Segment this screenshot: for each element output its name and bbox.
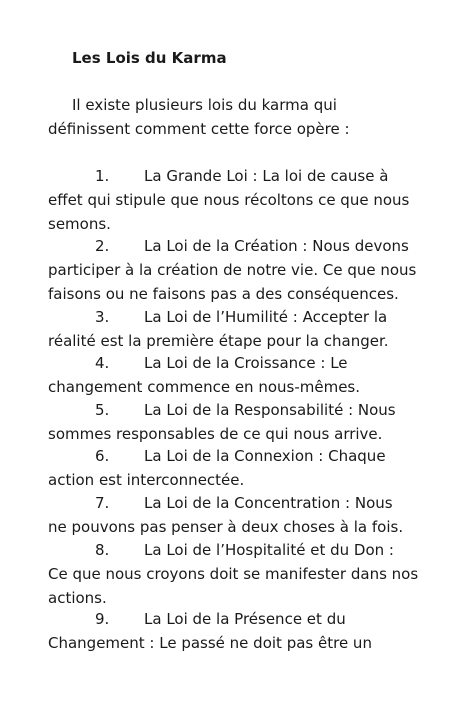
law-3-line-1: La Loi de l’Humilité : Accepter la: [144, 308, 388, 326]
law-1-line-3: semons.: [48, 215, 111, 233]
law-9-number: 9.: [95, 610, 110, 628]
law-7-line-1: La Loi de la Concentration : Nous: [144, 494, 393, 512]
law-9-line-2: Changement : Le passé ne doit pas être un: [48, 634, 372, 652]
law-2-line-1: La Loi de la Création : Nous devons: [144, 237, 409, 255]
law-4-number: 4.: [95, 354, 110, 372]
law-5-line-2: sommes responsables de ce qui nous arrive.: [48, 425, 383, 443]
law-1-line-2: effet qui stipule que nous récoltons ce que nous: [48, 191, 410, 209]
law-8-line-2: Ce que nous croyons doit se manifester dans nos: [48, 565, 419, 583]
law-2-number: 2.: [95, 237, 110, 255]
intro-line-1: Il existe plusieurs lois du karma qui: [72, 96, 337, 114]
law-4-line-2: changement commence en nous-mêmes.: [48, 378, 361, 396]
page-title: Les Lois du Karma: [72, 49, 227, 67]
law-9-line-1: La Loi de la Présence et du: [144, 610, 346, 628]
law-3-number: 3.: [95, 308, 110, 326]
law-1-line-1: La Grande Loi : La loi de cause à: [144, 167, 389, 185]
law-4-line-1: La Loi de la Croissance : Le: [144, 354, 348, 372]
law-8-line-3: actions.: [48, 589, 107, 607]
law-6-line-1: La Loi de la Connexion : Chaque: [144, 447, 386, 465]
law-5-line-1: La Loi de la Responsabilité : Nous: [144, 401, 396, 419]
law-7-number: 7.: [95, 494, 110, 512]
law-1-number: 1.: [95, 167, 110, 185]
law-7-line-2: ne pouvons pas penser à deux choses à la fois.: [48, 518, 404, 536]
law-6-number: 6.: [95, 447, 110, 465]
law-6-line-2: action est interconnectée.: [48, 471, 245, 489]
law-8-number: 8.: [95, 541, 110, 559]
law-3-line-2: réalité est la première étape pour la changer.: [48, 332, 389, 350]
law-2-line-2: participer à la création de notre vie. Ce que nous: [48, 261, 417, 279]
law-2-line-3: faisons ou ne faisons pas a des conséquences.: [48, 285, 399, 303]
intro-line-2: définissent comment cette force opère :: [48, 120, 350, 138]
law-8-line-1: La Loi de l’Hospitalité et du Don :: [144, 541, 394, 559]
law-5-number: 5.: [95, 401, 110, 419]
